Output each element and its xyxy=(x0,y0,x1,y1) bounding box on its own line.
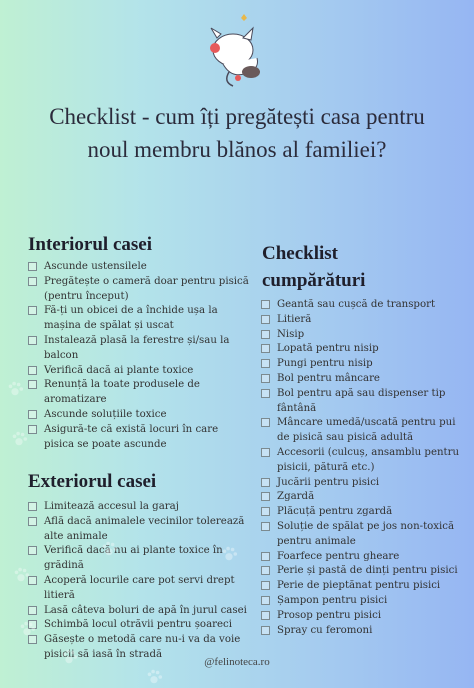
checkbox[interactable] xyxy=(261,448,270,457)
list-item[interactable] xyxy=(261,313,466,328)
list-item-label: Fă-ți un obicei de a închide ușa la mașina de spălat și uscat xyxy=(44,305,218,332)
list-item-label: Pregătește o cameră doar pentru pisică (pentru început) xyxy=(44,275,249,302)
checkbox[interactable] xyxy=(28,336,37,345)
list-item[interactable] xyxy=(261,624,466,639)
checkbox[interactable] xyxy=(261,626,270,635)
list-item-label: Accesorii (culcuș, ansamblu pentru pisicii, pătură etc.) xyxy=(277,446,460,473)
cat-illustration xyxy=(193,12,273,92)
list-item[interactable] xyxy=(261,564,466,579)
list-item[interactable] xyxy=(28,260,250,275)
list-item[interactable] xyxy=(28,408,250,423)
list-item-label: Bol pentru mâncare xyxy=(277,372,380,384)
checkbox[interactable] xyxy=(261,330,270,339)
list-item[interactable] xyxy=(28,500,250,515)
list-item-label: Perie de pieptănat pentru pisici xyxy=(277,580,441,592)
checkbox[interactable] xyxy=(261,359,270,368)
list-item-label: Litieră xyxy=(277,313,312,325)
list-item[interactable] xyxy=(261,505,466,520)
checkbox[interactable] xyxy=(261,492,270,501)
list-item[interactable] xyxy=(261,328,466,343)
list-item-label: Ascunde ustensilele xyxy=(44,261,147,272)
list-item-label: Instalează plasă la ferestre și/sau la balcon xyxy=(44,334,230,361)
list-item-label: Lasă câteva boluri de apă în jurul casei xyxy=(44,604,247,616)
shopping-heading-line2: cumpărături xyxy=(262,270,366,291)
checkbox[interactable] xyxy=(261,344,270,353)
list-item-label: Limitează accesul la garaj xyxy=(44,501,179,512)
list-item[interactable] xyxy=(261,372,466,387)
checkbox[interactable] xyxy=(261,300,270,309)
checkbox[interactable] xyxy=(28,606,37,615)
checkbox[interactable] xyxy=(28,546,37,555)
list-item[interactable] xyxy=(28,423,250,453)
list-item[interactable] xyxy=(261,594,466,609)
list-item-label: Bol pentru apă sau dispenser tip fântână xyxy=(277,387,446,414)
paw-icon xyxy=(100,540,118,558)
list-item[interactable] xyxy=(28,304,250,334)
list-item[interactable] xyxy=(28,378,250,408)
checkbox[interactable] xyxy=(261,611,270,620)
checkbox[interactable] xyxy=(261,552,270,561)
list-item[interactable] xyxy=(28,618,250,633)
list-item-label: Acoperă locurile care pot servi drept litieră xyxy=(44,574,235,601)
list-item-label: Pungi pentru nisip xyxy=(277,358,373,370)
paw-icon xyxy=(145,668,163,686)
shopping-checklist xyxy=(261,298,466,638)
exterior-checklist xyxy=(28,500,250,663)
paw-icon xyxy=(12,566,30,584)
list-item-label: Jucării pentru pisici xyxy=(277,476,380,488)
list-item[interactable] xyxy=(261,446,466,476)
list-item-label: Renunță la toate produsele de aromatizare xyxy=(44,379,200,406)
paw-icon xyxy=(220,545,238,563)
checkbox[interactable] xyxy=(28,502,37,511)
checkbox[interactable] xyxy=(28,425,37,434)
list-item-label: Verifică dacă ai plante toxice xyxy=(44,364,194,376)
list-item-label: Schimbă locul otrăvii pentru șoareci xyxy=(44,619,233,631)
list-item[interactable] xyxy=(261,550,466,565)
list-item[interactable] xyxy=(261,579,466,594)
list-item-label: Află dacă animalele vecinilor tolerează alte animale xyxy=(44,515,245,542)
checkbox[interactable] xyxy=(28,262,37,271)
list-item[interactable] xyxy=(261,490,466,505)
checkbox[interactable] xyxy=(28,517,37,526)
list-item-label: Nisip xyxy=(277,328,305,340)
checkbox[interactable] xyxy=(261,315,270,324)
list-item-label: Zgardă xyxy=(277,491,315,503)
checkbox[interactable] xyxy=(261,507,270,516)
list-item-label: Foarfece pentru gheare xyxy=(277,550,400,562)
checkbox[interactable] xyxy=(261,581,270,590)
footer-handle: @felinoteca.ro xyxy=(204,656,270,668)
page-title: Checklist - cum îți pregătești casa pentru noul membru blănos al familiei? xyxy=(49,104,425,162)
list-item-label: Spray cu feromoni xyxy=(277,624,373,636)
list-item[interactable] xyxy=(261,609,466,624)
list-item-label: Perie și pastă de dinți pentru pisici xyxy=(277,565,458,577)
checkbox[interactable] xyxy=(261,566,270,575)
checkbox[interactable] xyxy=(28,410,37,419)
list-item-label: Soluție de spălat pe jos non-toxică pentru animale xyxy=(277,520,455,547)
list-item[interactable] xyxy=(261,476,466,491)
list-item-label: Mâncare umedă/uscată pentru pui de pisică sau pisică adultă xyxy=(277,417,456,444)
checkbox[interactable] xyxy=(28,380,37,389)
list-item[interactable] xyxy=(261,520,466,550)
interior-heading: Interiorul casei xyxy=(28,234,153,255)
paw-icon xyxy=(10,430,28,448)
list-item[interactable] xyxy=(261,387,466,417)
list-item-label: Geantă sau cușcă de transport xyxy=(277,299,436,310)
list-item-label: Șampon pentru pisici xyxy=(277,594,388,606)
list-item[interactable] xyxy=(261,357,466,372)
exterior-heading: Exteriorul casei xyxy=(28,471,157,492)
checkbox[interactable] xyxy=(28,277,37,286)
list-item[interactable] xyxy=(28,364,250,379)
list-item-label: Asigură-te că există locuri în care pisica se poate ascunde xyxy=(44,423,219,450)
checkbox[interactable] xyxy=(261,374,270,383)
heart-icon xyxy=(241,14,247,21)
checkbox[interactable] xyxy=(28,306,37,315)
paw-icon xyxy=(18,620,36,638)
checkbox[interactable] xyxy=(261,522,270,531)
list-item-label: Verifică dacă nu ai plante toxice în grădină xyxy=(44,545,223,572)
list-item-label: Plăcuță pentru zgardă xyxy=(277,506,393,518)
checkbox[interactable] xyxy=(261,596,270,605)
list-item[interactable] xyxy=(28,515,250,545)
checkbox[interactable] xyxy=(261,418,270,427)
list-item[interactable] xyxy=(28,544,250,574)
shopping-heading xyxy=(262,240,462,294)
list-item[interactable] xyxy=(261,416,466,446)
checkbox[interactable] xyxy=(261,389,270,398)
checkbox[interactable] xyxy=(261,478,270,487)
list-item[interactable] xyxy=(28,334,250,364)
list-item[interactable] xyxy=(28,604,250,619)
list-item-label: Ascunde soluțiile toxice xyxy=(44,408,167,420)
list-item-label: Lopată pentru nisip xyxy=(277,343,379,355)
list-item[interactable] xyxy=(261,298,466,313)
list-item-label: Prosop pentru pisici xyxy=(277,609,382,621)
interior-checklist xyxy=(28,260,250,452)
list-item[interactable] xyxy=(28,574,250,604)
list-item[interactable] xyxy=(28,275,250,305)
list-item[interactable] xyxy=(261,342,466,357)
paw-icon xyxy=(6,380,24,398)
shopping-heading-line1: Checklist xyxy=(262,243,338,264)
list-item-label: Găsește o metodă care nu-i va da voie pisicii să iasă în stradă xyxy=(44,634,241,660)
checkbox[interactable] xyxy=(28,366,37,375)
